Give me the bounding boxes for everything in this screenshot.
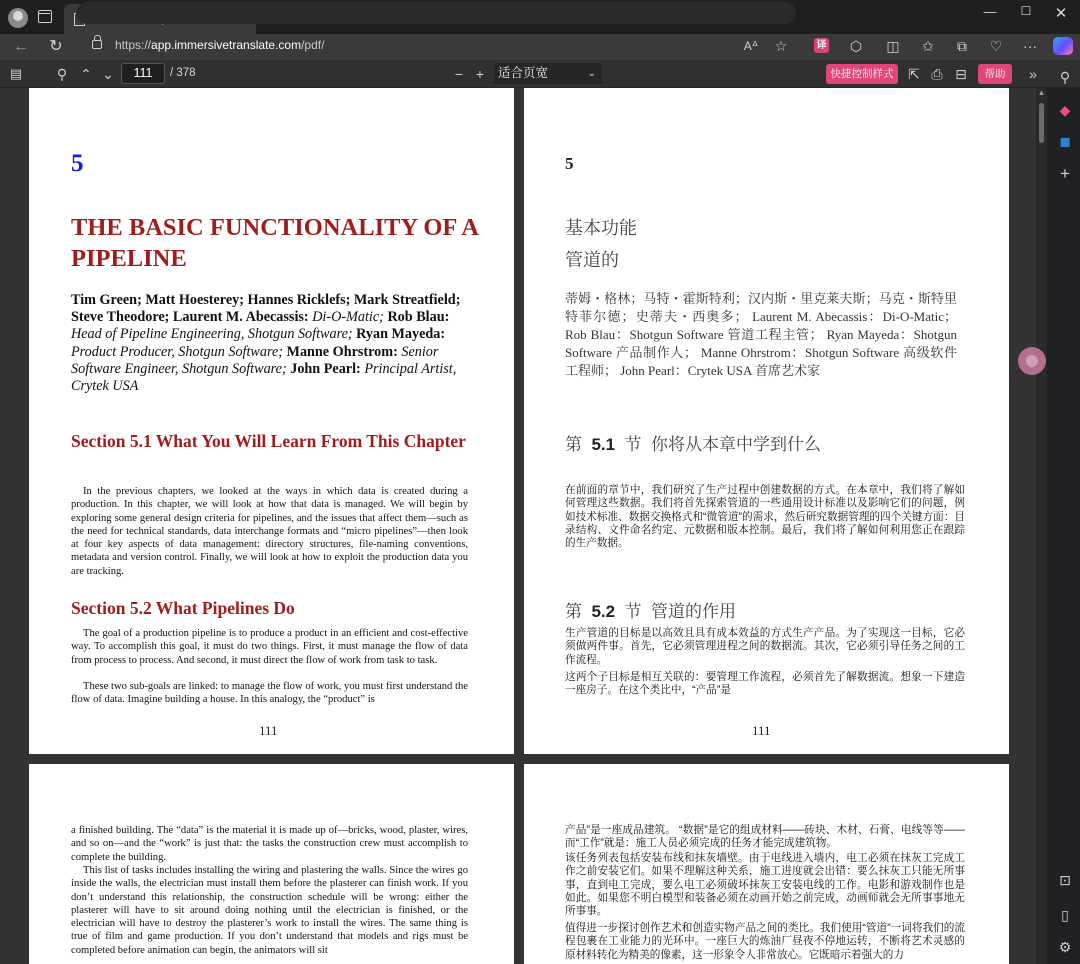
expand-icon[interactable]: » [1029,66,1037,82]
minimize-icon[interactable]: — [983,4,997,19]
split-screen-icon[interactable]: ◫ [886,38,900,54]
more-menu-icon[interactable]: ··· [1023,38,1037,54]
author-role: Senior Software Engineer, Shotgun Software; [71,343,439,377]
previous-page-icon[interactable]: ⌃ [80,66,92,82]
section-prefix: 第 [565,602,582,621]
collections-icon[interactable]: ⧉ [957,38,967,54]
browser-essentials-icon[interactable]: ♡ [989,38,1003,54]
close-window-icon[interactable]: ✕ [1054,5,1068,22]
favorites-icon[interactable]: ✩ [922,38,934,54]
section-prefix: 第 [565,435,582,454]
sidebar-search-icon[interactable]: ⚲ [1059,69,1071,85]
add-sidebar-app-icon[interactable]: + [1060,164,1070,183]
next-page-icon[interactable]: ⌄ [102,66,114,82]
address-bar[interactable] [76,2,796,24]
zoom-out-icon[interactable]: − [454,66,464,82]
maximize-icon[interactable]: ☐ [1020,4,1032,18]
author-name: Rob Blau: [383,309,450,326]
lock-icon[interactable] [92,40,102,49]
section-paragraph: 这两个子目标是相互关联的：要管理工作流程，必须首先了解数据流。想象一下建造一座房子。在这个类比中，“产品”是 [565,671,965,697]
save-icon[interactable]: ⊟ [955,66,967,82]
section-paragraph: 在前面的章节中，我们研究了生产过程中创建数据的方式。在本章中，我们将了解如何管理这些数据。我们将首先探索管道的一些通用设计标准以及影响它们的问题，例如技术标准、数据交换格式和“微管道”的需求，然后研究数据管理的四个关键方面：目录结构、文件命名约定、元数据和版本控制。最后，我们将了解如何利用您正在跟踪的生产数据。 [565,484,965,550]
title-line: 管道的 [565,250,619,270]
zoom-value: 适合页宽 [498,66,549,80]
author-name: Tim Green; Matt Hoesterey; Hannes Ricklefs; Mark Streatfield; Steve Theodore; Laurent M. Abecassis: [71,292,461,326]
back-icon[interactable]: ← [13,38,29,55]
section-title: 管道的作用 [651,602,736,621]
chapter-title: THE BASIC FUNCTIONALITY OF A PIPELINE [71,214,478,272]
page-number: 111 [259,723,278,738]
extensions-icon[interactable]: ⬡ [849,38,863,54]
section-heading: Section 5.2 What Pipelines Do [71,598,295,618]
url-prefix: https:// [115,38,152,52]
author-name: Ryan Mayeda: [352,326,446,343]
zoom-select[interactable] [494,63,602,84]
author-role: Head of Pipeline Engineering, Shotgun Software; [71,326,353,343]
page-total: / 378 [170,67,196,79]
author-role: Product Producer, Shotgun Software; [71,343,283,360]
scroll-up-icon[interactable]: ▲ [1037,88,1046,97]
section-title: 你将从本章中学到什么 [651,435,821,454]
section-paragraph: 该任务列表包括安装布线和抹灰墙壁。由于电线进入墙内，电工必须在抹灰工完成工作之前安装它们。如果不理解这种关系，施工进度就会出错：要么抹灰工只能无所事事，直到电工完成，要么电工必须破坏抹灰工安装电线的工作。电影和游戏制作也是如此。如果您不明白模型和装备必须在动画开始之前完成，动画师就会无所事事地无所事事。 [565,852,965,918]
hide-sidebar-icon[interactable]: ▯ [1061,907,1069,923]
page-number: 111 [752,723,771,738]
section-paragraph: 生产管道的目标是以高效且具有成本效益的方式生产产品。为了实现这一目标，它必须做两件事。首先，它必须管理进程之间的数据流。其次，它必须引导任务之间的工作流程。 [565,627,965,666]
chevron-down-icon: ⌄ [587,68,596,79]
authors-list [71,292,471,395]
section-paragraph: In the previous chapters, we looked at the ways in which data is created during a production. In this chapter, we will look at how that data is managed. We will begin by exploring some general design criteria for pipelines, and the issues that affect them—such as the need for technical standards, data interchange formats and “micro pipelines”—then look at four key aspects of data management: directory structures, file-naming conventions, metadata and version control. Finally, we will look at how to exploit the production data you are tracking. [71,486,468,577]
author-role: Principal Artist, Crytek USA [71,360,457,395]
author-name: John Pearl: [286,360,361,377]
browser-sidebar [1047,88,1080,964]
chapter-number: 5 [71,150,84,177]
favorite-star-icon[interactable]: ☆ [774,38,788,54]
outlook-icon[interactable]: ◼ [1059,133,1071,149]
section-heading: Section 5.1 What You Will Learn From This Chapter [71,431,466,451]
print-icon[interactable]: ⎙ [931,66,943,82]
section-heading [565,597,736,622]
read-aloud-icon[interactable]: Aᐞ [743,39,759,53]
section-paragraph: 值得进一步探讨创作艺术和创造实物产品之间的类比。我们使用“管道”一词将我们的流程包裹在工业能力的光环中。一座巨大的炼油厂昼夜不停地运转，不断将艺术灵感的原材料转化为精美的像素，这一形象令人非常放心。它既暗示着强大的力 [565,922,965,961]
chapter-title [565,212,637,276]
settings-gear-icon[interactable]: ⚙ [1058,939,1072,955]
help-button[interactable]: 帮助 [978,64,1012,84]
author-name: Manne Ohrstrom: [283,343,398,360]
tab-actions-icon[interactable] [38,10,52,23]
section-suffix: 节 [624,435,642,454]
sidebar-app-pink-icon[interactable]: ◆ [1059,102,1071,118]
open-external-icon[interactable]: ⇱ [908,66,920,82]
url-text[interactable] [115,38,324,52]
title-line: 基本功能 [565,218,637,238]
chapter-number: 5 [565,154,574,173]
immersive-translate-extension-icon[interactable]: 译 [814,38,829,53]
section-number: 5.1 [591,435,616,454]
section-number: 5.2 [591,602,616,621]
search-icon[interactable]: ⚲ [56,66,68,82]
section-paragraph: 产品”是一座成品建筑。 “数据”是它的组成材料——砖块、木材、石膏、电线等等——而“工作”就是：施工人员必须完成的任务才能完成建筑物。 [565,824,965,850]
section-paragraph: a finished building. The “data” is the material it is made up of—bricks, wood, plaster, wires, and so on—and the “work” is just that: the tasks the construction crew must accomplish to complete the building. [71,825,468,863]
section-paragraph: The goal of a production pipeline is to produce a product in an efficient and cost-effective way. To accomplish this goal, it must do two things. First, it must manage the flow of data from process to process. And second, it must direct the flow of work from task to task. [71,628,468,666]
section-suffix: 节 [624,602,642,621]
page-number-input[interactable]: 111 [121,63,165,84]
section-heading [565,430,821,455]
shortcut-style-button[interactable]: 快捷控制样式 [826,64,898,84]
section-paragraph: This list of tasks includes installing the wiring and plastering the walls. Since the wires go inside the walls, the electrician must install them before the plasterer can finish work. If you don’t understand this relationship, the construction schedule will be wrong: either the plasterer will have to sit around doing nothing until the electrician is finished, or the electrician will have to destroy the plasterer’s work to install the wires. The same thing is true of film and game production. If you don’t understand that models and rigs must be completed before animation can begin, the animators will sit [71,865,468,956]
zoom-in-icon[interactable]: + [475,66,485,82]
scrollbar[interactable] [1036,88,1047,964]
scroll-thumb[interactable] [1039,103,1044,143]
refresh-icon[interactable]: ↻ [49,38,63,55]
url-path: /pdf/ [301,38,325,52]
authors-list: 蒂姆・格林；马特・霍斯特利；汉内斯・里克莱夫斯；马克・斯特里特菲尔德；史蒂夫・西奥多； Laurent M. Abecassis：Di-O-Matic； Rob Blau：Shotgun Software 管道工程主管； Ryan Mayeda：Shotgun Software 产品制作人； Manne Ohrstrom：Shotgun Software 高级软件工程师； John Pearl：Crytek USA 首席艺术家 [565,291,957,378]
copilot-icon[interactable] [1053,37,1073,55]
profile-avatar-icon[interactable] [8,8,28,28]
translate-floating-button[interactable] [1018,347,1046,375]
screenshot-icon[interactable]: ⊡ [1059,872,1071,888]
sidebar-toggle-icon[interactable]: ▤ [9,66,23,81]
author-role: Di-O-Matic; [308,309,384,326]
section-paragraph: These two sub-goals are linked: to manage the flow of work, you must first understand the flow of data. Imagine building a house. In this analogy, the “product” is [71,681,468,706]
url-host: app.immersivetranslate.com [151,38,302,52]
